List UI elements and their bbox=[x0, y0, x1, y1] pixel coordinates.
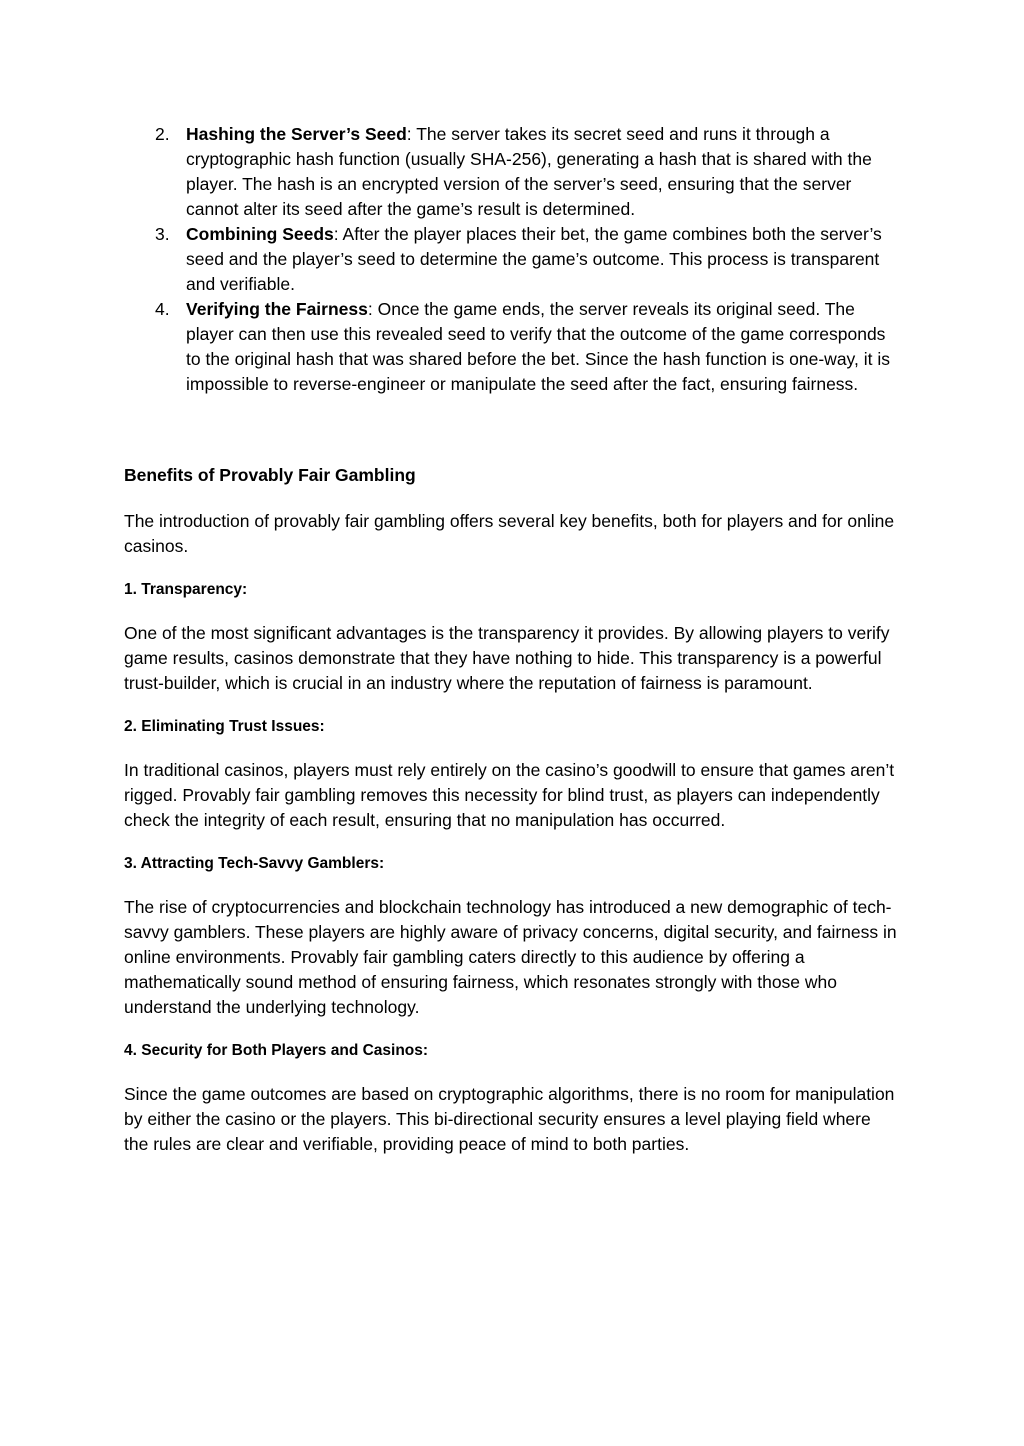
list-item-number: 3. bbox=[155, 224, 170, 244]
benefit-paragraph: In traditional casinos, players must rely entirely on the casino’s goodwill to ensure that games aren’t rigged. Provably fair gambling removes this necessity for blind trust, as players can independently check the integrity of each result, ensuring that no manipulation has occurred. bbox=[124, 760, 895, 830]
list-item-text: : The server takes its secret seed and runs it through a cryptographic hash function (usually SHA-256), generating a hash that is shared with the player. The hash is an encrypted version of the server’s seed, ensuring that the server cannot alter its seed after the game’s result is determined. bbox=[186, 124, 872, 219]
benefit-paragraph: Since the game outcomes are based on cryptographic algorithms, there is no room for manipulation by either the casino or the players. This bi-directional security ensures a level playing field where the rules are clear and verifiable, providing peace of mind to both parties. bbox=[124, 1084, 895, 1154]
benefit-paragraph: The rise of cryptocurrencies and blockchain technology has introduced a new demographic of tech-savvy gamblers. These players are highly aware of privacy concerns, digital security, and fairness in online environments. Provably fair gambling caters directly to this audience by offering a mathematically sound method of ensuring fairness, which resonates strongly with those who understand the underlying technology. bbox=[124, 897, 897, 1017]
list-item bbox=[124, 297, 899, 397]
benefit-heading: 4. Security for Both Players and Casinos: bbox=[124, 1042, 429, 1059]
list-item-text: : Once the game ends, the server reveals its original seed. The player can then use this revealed seed to verify that the outcome of the game corresponds to the original hash that was shared before the bet. Since the hash function is one-way, it is impossible to reverse-engineer or manipulate the seed after the fact, ensuring fairness. bbox=[186, 299, 890, 394]
document-page bbox=[124, 122, 899, 1157]
list-item-title: Combining Seeds bbox=[186, 224, 334, 244]
list-item-number: 4. bbox=[155, 299, 170, 319]
benefit-heading: 2. Eliminating Trust Issues: bbox=[124, 718, 325, 735]
benefit-heading: 3. Attracting Tech-Savvy Gamblers: bbox=[124, 855, 385, 872]
benefit-heading: 1. Transparency: bbox=[124, 581, 248, 598]
steps-list bbox=[124, 122, 899, 397]
list-item-text: : After the player places their bet, the game combines both the server’s seed and the player’s seed to determine the game’s outcome. This process is transparent and verifiable. bbox=[186, 224, 882, 294]
section-heading: Benefits of Provably Fair Gambling bbox=[124, 465, 416, 485]
benefit-paragraph: One of the most significant advantages is the transparency it provides. By allowing players to verify game results, casinos demonstrate that they have nothing to hide. This transparency is a powerful trust-builder, which is crucial in an industry where the reputation of fairness is paramount. bbox=[124, 623, 890, 693]
intro-paragraph: The introduction of provably fair gambling offers several key benefits, both for players and for online casinos. bbox=[124, 511, 895, 556]
list-item-number: 2. bbox=[155, 124, 170, 144]
list-item-title: Verifying the Fairness bbox=[186, 299, 368, 319]
list-item bbox=[124, 122, 899, 222]
list-item-title: Hashing the Server’s Seed bbox=[186, 124, 407, 144]
list-item bbox=[124, 222, 899, 297]
